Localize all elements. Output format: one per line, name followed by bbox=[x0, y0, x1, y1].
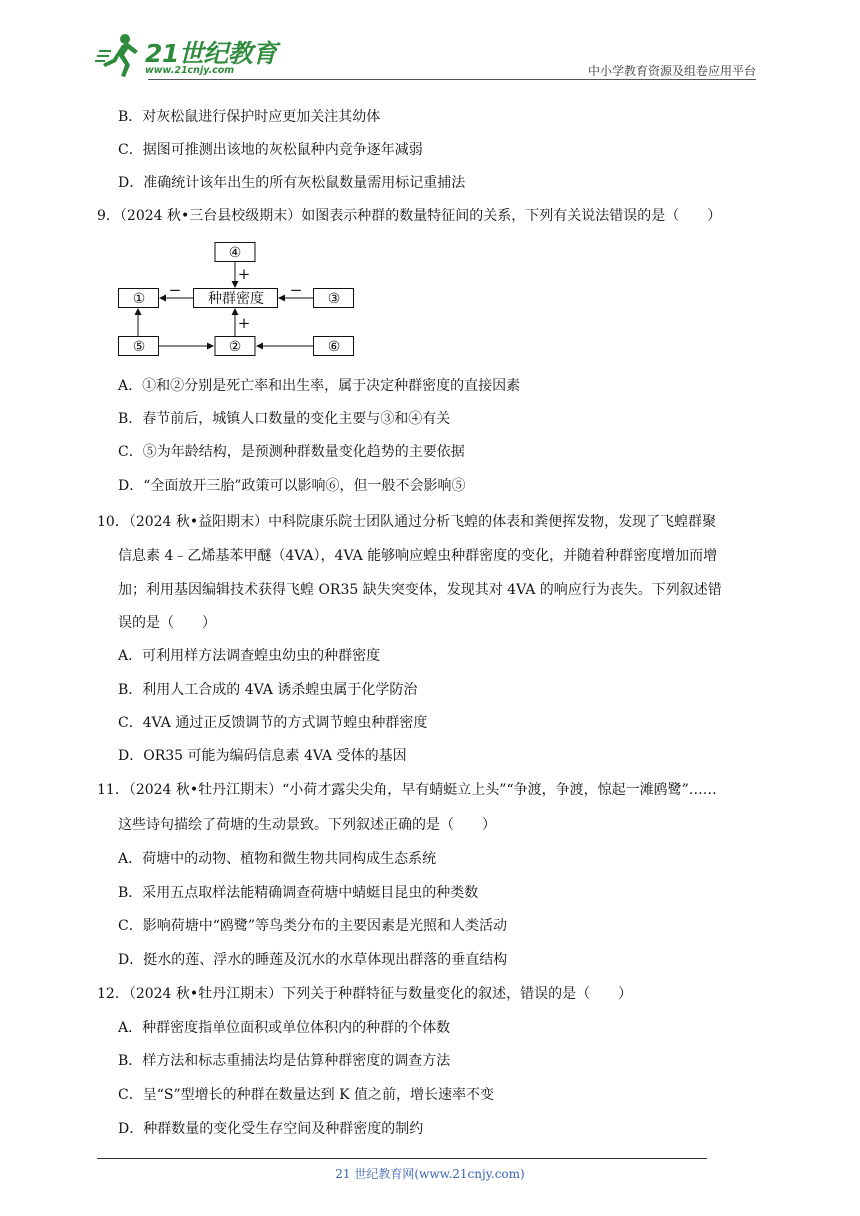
page-header bbox=[0, 0, 860, 80]
runner-logo-icon bbox=[95, 32, 145, 78]
logo-url: www.21cnjy.com bbox=[145, 65, 235, 76]
q12-option-c: C．呈“S”型增长的种群在数量达到 K 值之前，增长速率不变 bbox=[118, 1087, 494, 1103]
header-platform-text: 中小学教育资源及组卷应用平台 bbox=[587, 64, 756, 78]
site-logo[interactable] bbox=[95, 32, 277, 80]
diagram-label-1: ① bbox=[132, 291, 146, 307]
q11-stem-line-1: 11．（2024 秋•牡丹江期末）“小荷才露尖尖角，早有蜻蜓立上头”“争渡，争渡，惊起一滩鸥鹭”…… bbox=[97, 782, 717, 798]
diagram-label-5: ⑤ bbox=[132, 339, 146, 355]
q9-option-b: B．春节前后，城镇人口数量的变化主要与③和④有关 bbox=[118, 411, 451, 427]
q8-option-b: B．对灰松鼠进行保护时应更加关注其幼体 bbox=[118, 109, 381, 125]
diagram-sign-minus-left: − bbox=[168, 281, 182, 299]
q10-option-b: B．利用人工合成的 4VA 诱杀蝗虫属于化学防治 bbox=[118, 682, 418, 698]
q9-option-a: A．①和②分别是死亡率和出生率，属于决定种群密度的直接因素 bbox=[118, 378, 521, 394]
population-feature-diagram bbox=[118, 242, 358, 360]
footer-divider bbox=[97, 1158, 707, 1159]
q12-stem: 12．（2024 秋•牡丹江期末）下列关于种群特征与数量变化的叙述，错误的是（ ） bbox=[97, 986, 633, 1002]
q8-option-d: D．准确统计该年出生的所有灰松鼠数量需用标记重捕法 bbox=[118, 175, 466, 191]
q10-option-c: C．4VA 通过正反馈调节的方式调节蝗虫种群密度 bbox=[118, 715, 428, 731]
q11-option-c: C．影响荷塘中“鸥鹭”等鸟类分布的主要因素是光照和人类活动 bbox=[118, 918, 508, 934]
q10-stem-line-2: 信息素 4﹣乙烯基苯甲醚（4VA），4VA 能够响应蝗虫种群密度的变化，并随着种群密度增加而增 bbox=[118, 548, 718, 564]
header-divider bbox=[148, 79, 756, 80]
q9-stem: 9．（2024 秋•三台县校级期末）如图表示种群的数量特征间的关系，下列有关说法错误的是（ ） bbox=[97, 208, 722, 224]
diagram-label-6: ⑥ bbox=[327, 339, 341, 355]
q11-stem-line-2: 这些诗句描绘了荷塘的生动景致。下列叙述正确的是（ ） bbox=[118, 817, 496, 833]
q9-option-c: C．⑤为年龄结构，是预测种群数量变化趋势的主要依据 bbox=[118, 444, 465, 460]
diagram-sign-plus-top: + bbox=[237, 265, 251, 283]
q10-stem-line-3: 加；利用基因编辑技术获得飞蝗 OR35 缺失突变体，发现其对 4VA 的响应行为丧失。下列叙述错 bbox=[118, 582, 722, 598]
logo-text: 21世纪教育 bbox=[145, 39, 277, 68]
q12-option-d: D．种群数量的变化受生存空间及种群密度的制约 bbox=[118, 1121, 424, 1137]
diagram-sign-plus-bottom: + bbox=[237, 314, 251, 332]
diagram-label-2: ② bbox=[228, 339, 242, 355]
q12-option-b: B．样方法和标志重捕法均是估算种群密度的调查方法 bbox=[118, 1053, 451, 1069]
q11-option-d: D．挺水的莲、浮水的睡莲及沉水的水草体现出群落的垂直结构 bbox=[118, 952, 508, 968]
diagram-label-3: ③ bbox=[327, 291, 341, 307]
diagram-sign-minus-right: − bbox=[289, 281, 303, 299]
q9-option-d: D．“全面放开三胎”政策可以影响⑥，但一般不会影响⑤ bbox=[118, 478, 466, 494]
q8-option-c: C．据图可推测出该地的灰松鼠种内竞争逐年减弱 bbox=[118, 142, 423, 158]
q11-option-b: B．采用五点取样法能精确调查荷塘中蜻蜓目昆虫的种类数 bbox=[118, 885, 479, 901]
q12-option-a: A．种群密度指单位面积或单位体积内的种群的个体数 bbox=[118, 1020, 451, 1036]
diagram-label-center: 种群密度 bbox=[208, 291, 264, 307]
q10-option-a: A．可利用样方法调查蝗虫幼虫的种群密度 bbox=[118, 648, 381, 664]
q10-stem-line-4: 误的是（ ） bbox=[118, 615, 216, 631]
diagram-label-4: ④ bbox=[228, 245, 242, 261]
q10-stem-line-1: 10．（2024 秋•益阳期末）中科院康乐院士团队通过分析飞蝗的体表和粪便挥发物，发现了飞蝗群聚 bbox=[97, 514, 717, 530]
q10-option-d: D．OR35 可能为编码信息素 4VA 受体的基因 bbox=[118, 748, 407, 764]
q11-option-a: A．荷塘中的动物、植物和微生物共同构成生态系统 bbox=[118, 851, 437, 867]
footer-link[interactable]: 21 世纪教育网(www.21cnjy.com) bbox=[335, 1167, 525, 1181]
